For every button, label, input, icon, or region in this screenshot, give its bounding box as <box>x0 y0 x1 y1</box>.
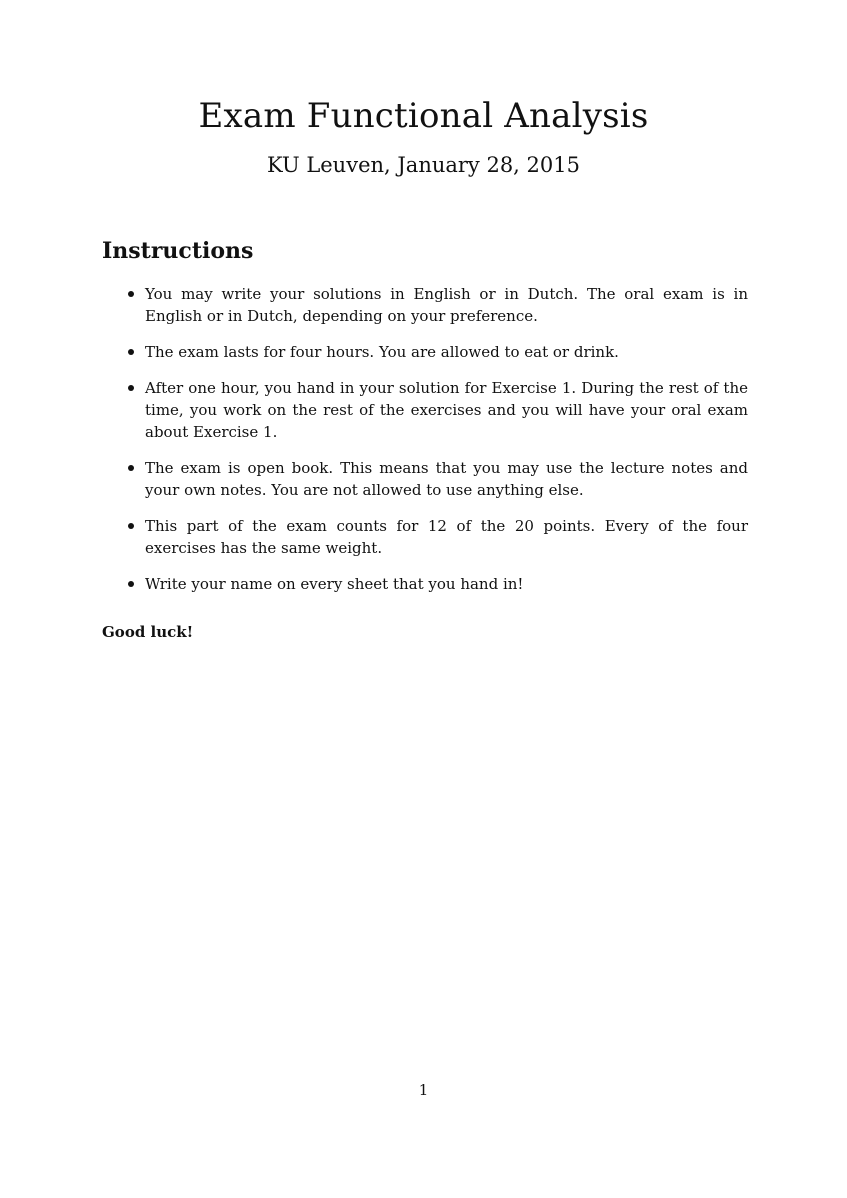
instruction-text: The exam lasts for four hours. You are allowed to eat or drink. <box>145 343 619 361</box>
instruction-item <box>102 341 748 363</box>
instruction-item <box>102 457 748 501</box>
document-title: Exam Functional Analysis <box>198 96 649 136</box>
instructions-list <box>102 283 748 609</box>
instruction-item <box>102 515 748 559</box>
instruction-item <box>102 283 748 327</box>
closing-remark: Good luck! <box>102 623 194 641</box>
instruction-item <box>102 377 748 443</box>
bullet-icon <box>128 349 134 355</box>
bullet-icon <box>128 385 134 391</box>
instruction-text: You may write your solutions in English or in Dutch. The oral exam is in English or in Dutch, depending on your preference. <box>145 285 748 325</box>
bullet-icon <box>128 581 134 587</box>
instruction-text: After one hour, you hand in your solution for Exercise 1. During the rest of the time, you work on the rest of the exercises and you will have your oral exam about Exercise 1. <box>145 379 748 441</box>
instruction-item <box>102 573 748 595</box>
page-number: 1 <box>418 1081 429 1099</box>
instruction-text: This part of the exam counts for 12 of the 20 points. Every of the four exercises has the same weight. <box>145 517 748 557</box>
document-subtitle: KU Leuven, January 28, 2015 <box>267 153 580 177</box>
instruction-text: Write your name on every sheet that you hand in! <box>145 575 524 593</box>
instruction-text: The exam is open book. This means that you may use the lecture notes and your own notes. You are not allowed to use anything else. <box>145 459 748 499</box>
bullet-icon <box>128 523 134 529</box>
bullet-icon <box>128 291 134 297</box>
section-heading-instructions: Instructions <box>102 238 254 264</box>
bullet-icon <box>128 465 134 471</box>
